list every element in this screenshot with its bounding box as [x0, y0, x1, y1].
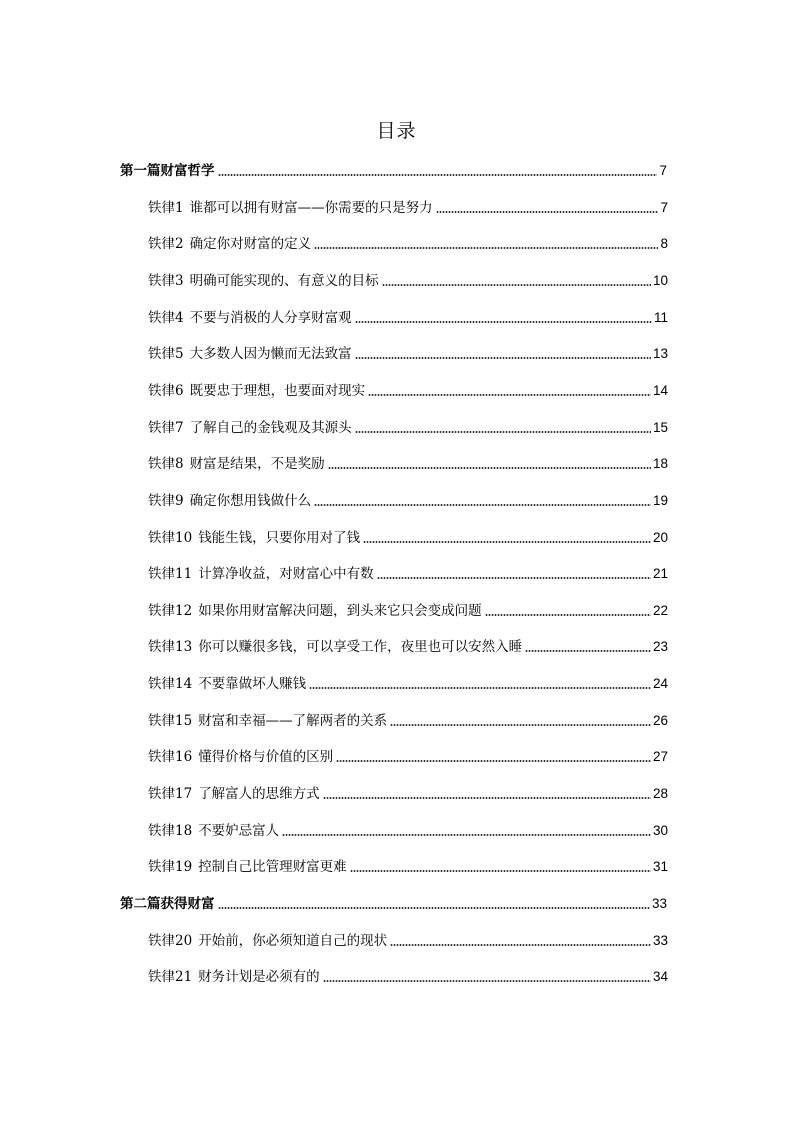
toc-entry-label	[148, 529, 361, 547]
toc-page-number: 10	[652, 273, 668, 288]
toc-page-number: 26	[652, 713, 668, 728]
toc-page-number: 14	[652, 383, 668, 398]
toc-page-number: 31	[652, 859, 668, 874]
toc-entry-prefix: 铁律12	[148, 603, 193, 619]
toc-entry-text: 财务计划是必须有的	[198, 969, 320, 985]
toc-entry-text: 懂得价格与价值的区别	[198, 749, 334, 765]
toc-entry-label	[148, 199, 434, 217]
toc-entry-text: 了解自己的金钱观及其源头	[189, 420, 352, 436]
toc-page-number: 33	[652, 933, 668, 948]
dot-leader	[363, 540, 651, 544]
toc-entry-prefix: 铁律2	[148, 236, 184, 252]
toc-entry-text: 谁都可以拥有财富——你需要的只是努力	[189, 200, 433, 216]
toc-page-number: 7	[659, 163, 667, 178]
toc-entry-text: 财富和幸福——了解两者的关系	[198, 713, 388, 729]
toc-title: 目录	[376, 120, 417, 142]
toc-entry[interactable]	[148, 634, 668, 656]
toc-page-number: 22	[652, 603, 668, 618]
toc-page-number: 20	[652, 530, 668, 545]
toc-entry-label	[148, 858, 348, 876]
toc-page-number: 33	[651, 896, 667, 911]
toc-entry-label	[148, 492, 312, 510]
toc-entry-text: 大多数人因为懒而无法致富	[189, 346, 352, 362]
dot-leader	[485, 613, 651, 617]
toc-entry-prefix: 铁律18	[148, 823, 193, 839]
toc-entry-prefix: 铁律16	[148, 749, 193, 765]
toc-entry-prefix: 铁律3	[148, 273, 184, 289]
toc-entry-prefix: 铁律14	[148, 676, 193, 692]
toc-entry[interactable]	[148, 671, 668, 693]
toc-entry-text: 明确可能实现的、有意义的目标	[189, 273, 379, 289]
toc-entry-label	[148, 565, 375, 583]
toc-page-number: 8	[660, 236, 668, 251]
toc-entry-label	[148, 419, 353, 437]
toc-entry[interactable]	[148, 231, 668, 253]
toc-entry[interactable]	[148, 818, 668, 840]
toc-entry[interactable]	[148, 781, 668, 803]
dot-leader	[328, 466, 651, 470]
toc-entry-prefix: 铁律8	[148, 456, 184, 472]
toc-entry-prefix: 铁律10	[148, 530, 193, 546]
toc-entry[interactable]	[148, 708, 668, 730]
toc-entry-prefix: 铁律11	[148, 566, 193, 582]
dot-leader	[323, 979, 651, 983]
toc-entry-label	[148, 455, 326, 473]
toc-entry[interactable]	[148, 525, 668, 547]
toc-entry-text: 钱能生钱，只要你用对了钱	[198, 530, 361, 546]
toc-part-heading[interactable]	[120, 891, 667, 913]
toc-entry-prefix: 铁律15	[148, 713, 193, 729]
toc-entry-prefix: 铁律6	[148, 383, 184, 399]
toc-page-number: 21	[652, 566, 668, 581]
toc-entry-prefix: 铁律4	[148, 310, 184, 326]
toc-entry[interactable]	[148, 598, 668, 620]
toc-page-number: 15	[652, 420, 668, 435]
dot-leader	[355, 356, 651, 360]
dot-leader	[368, 393, 651, 397]
toc-entry-text: 第二篇获得财富	[120, 896, 215, 912]
toc-entry[interactable]	[148, 488, 668, 510]
dot-leader	[336, 759, 651, 763]
toc-entry-prefix: 铁律17	[148, 786, 193, 802]
toc-page-number: 34	[652, 969, 668, 984]
dot-leader	[314, 246, 658, 250]
toc-entry-label	[148, 235, 312, 253]
toc-entry-label	[148, 382, 366, 400]
toc-entry[interactable]	[148, 268, 668, 290]
toc-entry-prefix: 铁律21	[148, 969, 193, 985]
toc-entry-label	[148, 748, 334, 766]
toc-entry[interactable]	[148, 305, 668, 327]
toc-entry-label	[148, 932, 388, 950]
toc-entry-label	[148, 675, 307, 693]
dot-leader	[355, 320, 652, 324]
toc-entry[interactable]	[148, 561, 668, 583]
toc-entry-text: 不要妒忌富人	[198, 823, 280, 839]
toc-entry-text: 不要靠做坏人赚钱	[198, 676, 307, 692]
toc-entry-label	[148, 345, 353, 363]
dot-leader	[436, 210, 659, 214]
toc-entry-label	[148, 968, 321, 986]
dot-leader	[382, 283, 651, 287]
toc-entry-prefix: 铁律13	[148, 639, 193, 655]
toc-entry-prefix: 铁律19	[148, 859, 193, 875]
dot-leader	[355, 430, 651, 434]
toc-part-heading[interactable]	[120, 158, 667, 180]
toc-entry[interactable]	[148, 928, 668, 950]
dot-leader	[218, 173, 658, 177]
toc-entry-label	[148, 309, 353, 327]
toc-entry[interactable]	[148, 195, 668, 217]
toc-page-number: 19	[652, 493, 668, 508]
toc-entry-label	[148, 712, 388, 730]
toc-entry-text: 财富是结果，不是奖励	[189, 456, 325, 472]
toc-entry[interactable]	[148, 378, 668, 400]
toc-entry[interactable]	[148, 341, 668, 363]
toc-entry-text: 第一篇财富哲学	[120, 163, 215, 179]
toc-page-number: 18	[652, 456, 668, 471]
toc-entry[interactable]	[148, 854, 668, 876]
toc-entry-text: 你可以赚很多钱，可以享受工作，夜里也可以安然入睡	[198, 639, 523, 655]
toc-entry-text: 确定你想用钱做什么	[189, 493, 312, 509]
toc-entry[interactable]	[148, 744, 668, 766]
toc-entry-prefix: 铁律9	[148, 493, 184, 509]
toc-entry-label	[148, 785, 321, 803]
toc-entry-text: 计算净收益，对财富心中有数	[198, 566, 374, 582]
toc-entry-text: 确定你对财富的定义	[189, 236, 312, 252]
toc-entry-text: 既要忠于理想，也要面对现实	[189, 383, 366, 399]
toc-entry-label	[148, 602, 483, 620]
toc-entry-prefix: 铁律1	[148, 200, 184, 216]
dot-leader	[350, 869, 651, 873]
toc-entry[interactable]	[148, 451, 668, 473]
toc-page-number: 13	[652, 346, 668, 361]
toc-entry-label	[120, 162, 216, 180]
dot-leader	[218, 906, 650, 910]
toc-page-number: 27	[652, 749, 668, 764]
dot-leader	[314, 503, 651, 507]
dot-leader	[525, 649, 651, 653]
toc-page-number: 11	[653, 310, 668, 325]
toc-entry-text: 了解富人的思维方式	[198, 786, 320, 802]
toc-entry-label	[148, 822, 280, 840]
toc-entry-prefix: 铁律20	[148, 933, 193, 949]
toc-page-number: 23	[652, 639, 668, 654]
toc-entry-label	[120, 895, 216, 913]
toc-entry-prefix: 铁律5	[148, 346, 184, 362]
toc-entry-text: 如果你用财富解决问题，到头来它只会变成问题	[198, 603, 482, 619]
toc-page-number: 7	[660, 200, 668, 215]
dot-leader	[323, 796, 651, 800]
dot-leader	[309, 686, 651, 690]
toc-entry-text: 不要与消极的人分享财富观	[189, 310, 352, 326]
dot-leader	[377, 576, 651, 580]
toc-entry-text: 开始前，你必须知道自己的现状	[198, 933, 388, 949]
toc-entry-text: 控制自己比管理财富更难	[198, 859, 347, 875]
toc-page-number: 30	[652, 823, 668, 838]
toc-entry-prefix: 铁律7	[148, 420, 184, 436]
toc-entry-label	[148, 272, 380, 290]
dot-leader	[390, 943, 651, 947]
dot-leader	[390, 723, 651, 727]
toc-page-number: 28	[652, 786, 668, 801]
toc-entry-label	[148, 638, 523, 656]
toc-entry[interactable]	[148, 415, 668, 437]
dot-leader	[282, 833, 651, 837]
toc-page-number: 24	[652, 676, 668, 691]
toc-entry[interactable]	[148, 964, 668, 986]
